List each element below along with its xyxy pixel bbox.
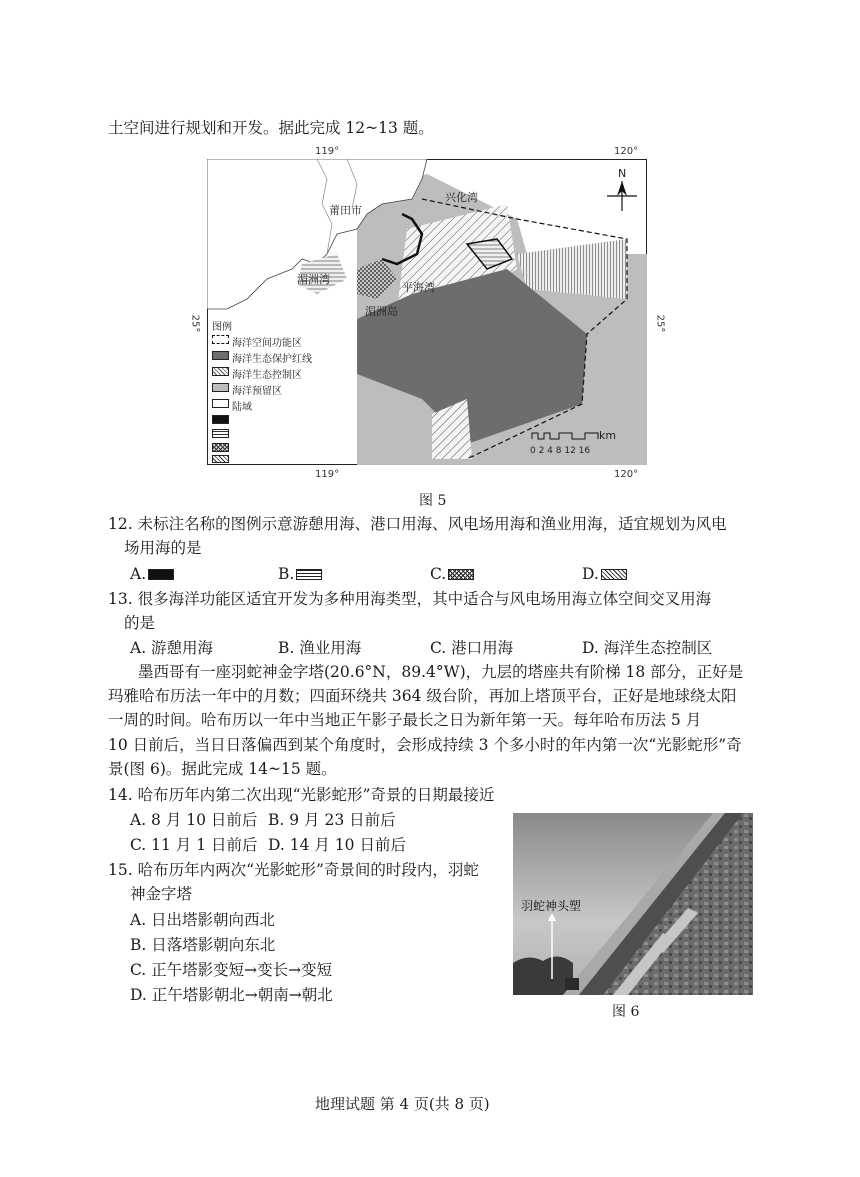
legend-label-control: 海洋生态控制区 — [232, 370, 302, 381]
page-footer: 地理试题 第 4 页(共 8 页) — [315, 1095, 490, 1113]
figure-5-map — [207, 159, 647, 465]
intro-tail-text: 土空间进行规划和开发。据此完成 12~13 题。 — [108, 119, 434, 137]
lon-label-bottom-left: 119° — [315, 469, 340, 480]
passage-line3: 一周的时间。哈布历以一年中当地正午影子最长之日为新年第一天。每年哈布历法 5 月 — [108, 711, 702, 729]
figure-6-caption: 图 6 — [612, 1004, 640, 1020]
map-label-xinghua-bay: 兴化湾 — [445, 191, 478, 204]
q13-option-c[interactable]: C. 港口用海 — [430, 639, 514, 657]
q15-option-b[interactable]: B. 日落塔影朝向东北 — [130, 936, 276, 954]
crosshatch-swatch-icon — [448, 569, 474, 580]
q13-stem-line2: 的是 — [124, 614, 156, 632]
legend-swatch-unnamed-2 — [212, 429, 229, 438]
diagonal-lines-swatch-icon — [601, 569, 627, 580]
passage-line2: 玛雅哈布历法一年中的月数；四面环绕共 364 级台阶，再加上塔顶平台，正好是地球绕太阳 — [108, 687, 737, 705]
map-label-meizhou-island: 湄洲岛 — [365, 305, 398, 318]
q13-option-b[interactable]: B. 渔业用海 — [278, 639, 362, 657]
q14-option-b[interactable]: B. 9 月 23 日前后 — [268, 811, 396, 829]
legend-title: 图例 — [212, 322, 232, 333]
passage-line1: 墨西哥有一座羽蛇神金字塔(20.6°N，89.4°W)，九层的塔座共有阶梯 18 部分，正好是 — [138, 663, 744, 681]
legend-label-redline: 海洋生态保护红线 — [232, 354, 312, 365]
legend-swatch-control — [212, 367, 229, 376]
map-canvas — [207, 159, 647, 465]
q14-option-a[interactable]: A. 8 月 10 日前后 — [130, 811, 258, 829]
q12-option-a[interactable]: A. — [130, 564, 174, 584]
legend-swatch-redline — [212, 351, 229, 360]
q12-stem-line2: 场用海的是 — [124, 539, 202, 557]
q13-stem-line1: 13. 很多海洋功能区适宜开发为多种用海类型，其中适合与风电场用海立体空间交叉用海 — [108, 590, 712, 608]
legend-swatch-reserve — [212, 383, 229, 392]
map-label-putian-city: 莆田市 — [329, 204, 362, 217]
q15-option-a[interactable]: A. 日出塔影朝向西北 — [130, 911, 276, 929]
legend-swatch-land — [212, 399, 229, 408]
lon-label-bottom-right: 120° — [614, 469, 639, 480]
legend-label-reserve: 海洋预留区 — [232, 386, 282, 397]
q15-option-c[interactable]: C. 正午塔影变短→变长→变短 — [130, 961, 333, 979]
q12-option-c[interactable]: C. — [430, 564, 474, 584]
legend-swatch-unnamed-4 — [212, 455, 229, 463]
q12-option-b[interactable]: B. — [278, 564, 322, 584]
q13-option-a[interactable]: A. 游憩用海 — [130, 639, 214, 657]
legend-label-functional-zone: 海洋空间功能区 — [232, 338, 302, 349]
legend-swatch-functional-zone — [212, 335, 229, 344]
q14-option-c[interactable]: C. 11 月 1 日前后 — [130, 836, 258, 854]
lat-label-left: 25° — [189, 314, 201, 333]
passage-line4: 10 日前后，当日日落偏西到某个角度时，会形成持续 3 个多小时的年内第一次“光影蛇形”奇 — [108, 736, 742, 754]
q15-stem-line2: 神金字塔 — [130, 885, 193, 903]
scale-unit: km — [599, 429, 617, 442]
q15-stem-line1: 15. 哈布历年内两次“光影蛇形”奇景间的时段内，羽蛇 — [108, 861, 479, 879]
q14-option-d[interactable]: D. 14 月 10 日前后 — [268, 836, 406, 854]
legend-label-land: 陆域 — [232, 402, 252, 413]
serpent-head-label: 羽蛇神头塑 — [521, 899, 582, 913]
legend-swatch-unnamed-3 — [212, 443, 229, 452]
figure-5-caption: 图 5 — [419, 493, 447, 509]
lat-label-right: 25° — [654, 314, 666, 333]
q15-option-d[interactable]: D. 正午塔影朝北→朝南→朝北 — [130, 986, 333, 1004]
q12-stem-line1: 12. 未标注名称的图例示意游憩用海、港口用海、风电场用海和渔业用海，适宜规划为风电 — [108, 515, 727, 533]
q14-stem: 14. 哈布历年内第二次出现“光影蛇形”奇景的日期最接近 — [108, 786, 495, 804]
q13-option-d[interactable]: D. 海洋生态控制区 — [582, 639, 713, 657]
horizontal-lines-swatch-icon — [296, 569, 322, 580]
solid-swatch-icon — [148, 569, 174, 580]
legend-swatch-unnamed-1 — [212, 415, 229, 424]
passage-line5: 景(图 6)。据此完成 14~15 题。 — [108, 760, 337, 778]
map-label-meizhou-bay: 湄洲湾 — [297, 273, 330, 286]
figure-6-photo — [513, 813, 753, 995]
north-label: N — [618, 167, 627, 180]
q12-option-d[interactable]: D. — [582, 564, 627, 584]
lon-label-top-left: 119° — [315, 146, 340, 157]
lon-label-top-right: 120° — [614, 146, 639, 157]
map-label-pinghai-bay: 平海湾 — [402, 281, 435, 294]
scale-numbers: 0 2 4 8 12 16 — [530, 446, 591, 456]
